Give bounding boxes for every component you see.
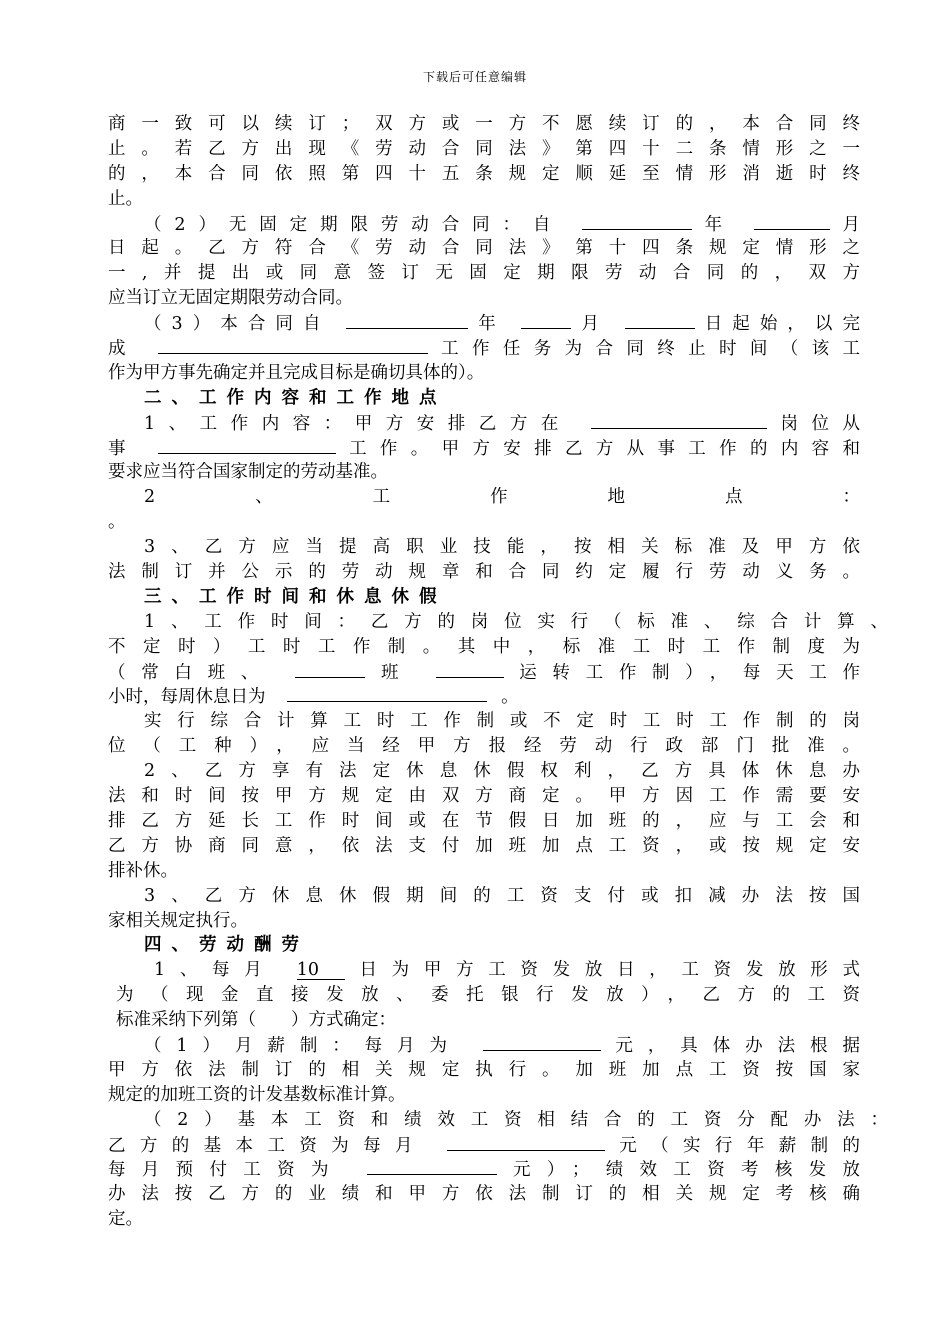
fill-blank[interactable] (295, 660, 365, 678)
text-line: 2、工作地点： (144, 487, 860, 508)
text-line (144, 311, 860, 336)
text-line: 的，本合同依照第四十五条规定顺延至情形消逝时终 (108, 163, 860, 184)
text-line: 2、乙方享有法定休息休假权利，乙方具体休息办 (144, 761, 860, 782)
text-line: 日起。乙方符合《劳动合同法》第十四条规定情形之 (108, 238, 860, 259)
text-segment: 日起始，以完 (694, 314, 860, 335)
text-segment: 年 (691, 214, 736, 235)
text-line: 办法按乙方的业绩和甲方依法制订的相关规定考核确 (108, 1184, 860, 1205)
text-line: 法和时间按甲方规定由双方商定。甲方因工作需要安 (108, 786, 860, 807)
text-segment: 工作任务为合同终止时间（该工 (427, 339, 860, 360)
text-segment: 小时，每周休息日为 (108, 687, 266, 708)
text-line (108, 1133, 860, 1158)
text-line: 排乙方延长工作时间或在节假日加班的，应与工会和 (108, 810, 860, 831)
text-line: 排补休。 (108, 860, 178, 881)
text-line: 应当订立无固定期限劳动合同。 (108, 288, 353, 309)
text-line: 甲方依法制订的相关规定执行。加班加点工资按国家 (108, 1059, 860, 1080)
text-line: 3、乙方休息休假期间的工资支付或扣减办法按国 (144, 885, 860, 906)
text-line (154, 958, 860, 983)
text-segment: 工作。甲方安排乙方从事工作的内容和 (335, 438, 860, 459)
text-segment: 。 (501, 687, 519, 708)
text-segment: （3）本合同自 (144, 314, 331, 335)
text-line (108, 684, 860, 709)
text-segment: 事 (108, 438, 139, 459)
section-heading: 二、工作内容和工作地点 (144, 387, 447, 408)
text-segment: 日为甲方工资发放日，工资发放形式 (344, 960, 860, 981)
page-header: 下载后可任意编辑 (422, 70, 527, 84)
fill-blank[interactable] (625, 311, 695, 329)
text-segment: 年 (468, 314, 506, 335)
text-line: 不定时）工时工作制。其中，标准工时工作制度为 (108, 636, 860, 657)
text-line (108, 1157, 860, 1182)
text-line: 规定的加班工资的计发基数标准计算。 (108, 1084, 406, 1105)
text-line: 实行综合计算工时工作制或不定时工时工作制的岗 (144, 711, 860, 732)
text-line (108, 436, 860, 461)
section-heading: 三、工作时间和休息休假 (144, 586, 447, 607)
text-line: 。 (108, 512, 126, 533)
text-segment: 元（实行年薪制的 (604, 1135, 860, 1156)
text-segment: （2）无固定期限劳动合同：自 (144, 214, 564, 235)
text-line: 商一致可以续订；双方或一方不愿续订的，本合同终 (108, 114, 860, 134)
text-segment: 成 (108, 339, 139, 360)
text-line: 作为甲方事先确定并且完成目标是确切具体的）。 (108, 362, 485, 383)
text-line (144, 411, 860, 436)
text-line: 一,并提出或同意签订无固定期限劳动合同的，双方 (108, 263, 860, 284)
text-line: 止。 (108, 188, 143, 209)
text-line: 乙方协商同意，依法支付加班加点工资，或按规定安 (108, 835, 860, 856)
text-line: 为（现金直接发放、委托银行发放），乙方的工资 (116, 985, 860, 1006)
text-line: 标准采纳下列第（ ）方式确定： (116, 1010, 396, 1031)
fill-blank[interactable] (158, 336, 428, 354)
fill-blank[interactable] (287, 684, 487, 702)
fill-blank[interactable] (521, 311, 571, 329)
text-segment: 运转工作制），每天工作 (503, 662, 861, 683)
text-line: 止。若乙方出现《劳动合同法》第四十二条情形之一 (108, 138, 860, 159)
text-segment: （1）月薪制：每月为 (144, 1035, 462, 1056)
text-segment: 岗位从 (766, 413, 860, 434)
text-line: 1、工作时间：乙方的岗位实行（标准、综合计算、 (144, 611, 888, 632)
text-line: 家相关规定执行。 (108, 910, 248, 931)
pay-day-value: 10 (297, 962, 345, 980)
section-heading: 四、劳动酬劳 (144, 935, 309, 956)
fill-blank[interactable] (754, 212, 830, 230)
text-line: 3、乙方应当提高职业技能，按相关标准及甲方依 (144, 537, 860, 558)
text-segment: （常白班、 (108, 662, 275, 683)
text-line: 要求应当符合国家制定的劳动基准。 (108, 462, 388, 483)
text-line (108, 660, 860, 685)
text-line (108, 336, 860, 361)
text-segment: 乙方的基本工资为每月 (108, 1135, 427, 1156)
fill-blank[interactable] (436, 660, 504, 678)
fill-blank[interactable] (367, 1157, 497, 1175)
fill-blank[interactable] (483, 1033, 601, 1051)
fill-blank[interactable] (158, 436, 336, 454)
text-segment: 每月预付工资为 (108, 1160, 345, 1181)
text-segment: 1、工作内容：甲方安排乙方在 (144, 413, 572, 434)
text-line: 定。 (108, 1209, 143, 1230)
fill-blank[interactable] (582, 212, 692, 230)
text-segment: 月 (571, 314, 610, 335)
text-segment: 元，具体办法根据 (600, 1035, 860, 1056)
text-segment: 班 (365, 662, 415, 683)
fill-blank[interactable] (447, 1133, 605, 1151)
text-line: 位（工种），应当经甲方报经劳动行政部门批准。 (108, 736, 860, 757)
text-line (144, 212, 860, 237)
text-line (144, 1033, 860, 1058)
text-line: （2）基本工资和绩效工资相结合的工资分配办法： (144, 1109, 888, 1130)
fill-blank[interactable] (591, 411, 767, 429)
text-segment: 1、每月 (154, 960, 277, 981)
text-segment: 月 (829, 214, 860, 235)
contract-body (108, 112, 888, 1232)
text-segment: 元）；绩效工资考核发放 (496, 1160, 860, 1181)
text-line: 法制订并公示的劳动规章和合同约定履行劳动义务。 (108, 562, 860, 583)
fill-blank[interactable] (346, 311, 468, 329)
